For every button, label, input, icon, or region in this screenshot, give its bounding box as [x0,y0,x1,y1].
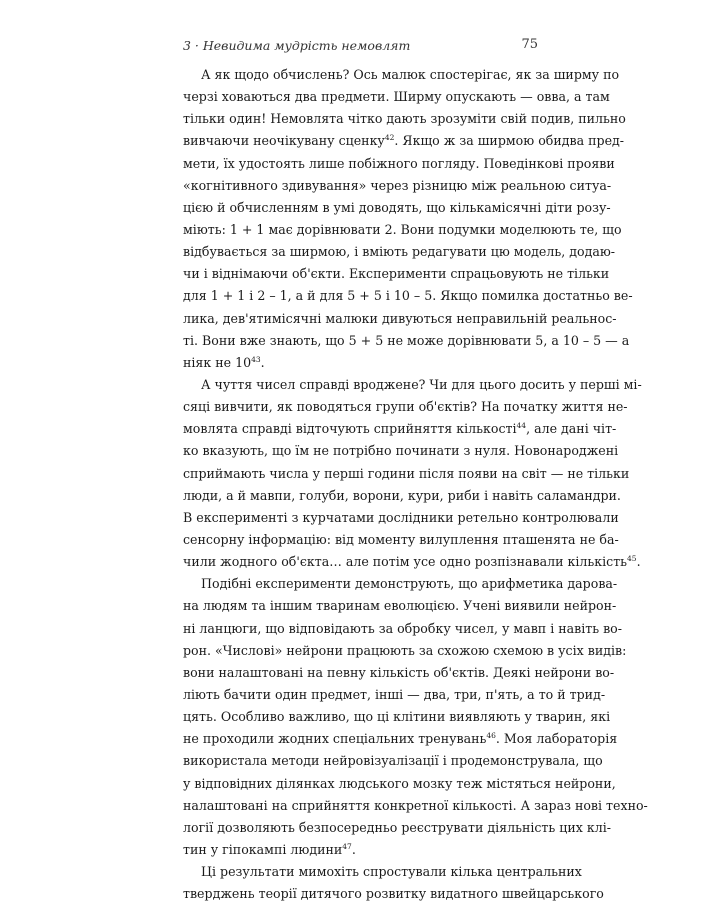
text-segment: сенсорну інформацію: від моменту вилуплення пташенята не ба- [183,531,619,547]
text-segment: . Якщо ж за ширмою обидва пред- [394,133,625,149]
text-segment: . Моя лабораторія [495,731,618,747]
text-line [183,706,611,728]
text-segment: черзі ховаються два предмети. Ширму опускають — овва, а там [183,89,610,105]
text-segment: логії дозволяють безпосередньо реєструвати діяльність цих клі- [183,819,612,835]
text-segment: Ці результати мимохіть спростували кілька центральних [201,864,582,880]
text-segment: мети, їх удостоять лише побіжного погляду. Поведінкові прояви [183,155,615,171]
footnote-ref: 46 [486,731,496,741]
footnote-ref: 47 [342,841,352,851]
text-segment: Подібні експерименти демонструють, що арифметика дарова- [201,576,618,592]
text-line [183,219,622,241]
text-segment: тин у гіпокампі людини [183,841,343,857]
text-line [183,418,617,440]
text-line [183,330,630,352]
text-segment: ліють бачити один предмет, інші — два, три, п'ять, а то й трид- [183,686,606,702]
paragraph [183,64,633,374]
text-line [183,595,617,617]
footnote-ref: 44 [516,421,527,431]
text-line [183,153,615,175]
text-segment: В експерименті з курчатами дослідники ретельно контролювали [183,509,619,525]
text-segment: міють: 1 + 1 має дорівнювати 2. Вони подумки моделюють те, що [183,221,622,237]
text-line [183,861,582,883]
text-line [183,662,615,684]
text-line [183,684,606,706]
text-segment: рон. «Числові» нейрони працюють за схожою схемою в усіх видів: [183,642,627,658]
text-line [183,551,641,573]
text-line [183,618,622,640]
text-line [183,352,539,374]
text-line [183,197,611,219]
text-segment: мовлята справді відточують сприйняття кількості [183,421,517,437]
text-line [183,795,648,817]
paragraph [183,374,642,573]
text-segment: на людям та іншим тваринам еволюцією. Учені виявили нейрон- [183,598,617,614]
body-text [183,64,648,905]
text-line [183,507,619,529]
text-segment: тільки один! Немовлята чітко дають зрозуміти свій подив, пильно [183,111,626,127]
text-line [183,728,618,750]
text-line [183,374,642,396]
text-segment: у відповідних ділянках людського мозку теж містяться нейрони, [183,775,616,791]
text-line [183,263,610,285]
text-segment: . [636,554,641,570]
text-line [183,883,604,905]
paragraph [183,573,648,861]
text-line [183,396,628,418]
text-segment: лика, дев'ятимісячні малюки дивуються неправильній реальнос- [183,310,617,326]
text-segment: не проходили жодних спеціальних тренувань [183,731,487,747]
text-segment: відбувається за ширмою, і вміють редагувати цю модель, додаю- [183,244,616,260]
text-segment: тверджень теорії дитячого розвитку видатного швейцарського [183,886,604,902]
text-line [183,440,619,462]
text-line [183,485,621,507]
text-line [183,108,626,130]
text-line [183,573,618,595]
text-segment: налаштовані на сприйняття конкретної кількості. А зараз нові техно- [183,797,648,813]
text-line [183,64,620,86]
text-line [183,640,627,662]
text-segment: . [351,841,356,857]
text-line [183,241,616,263]
text-line [183,175,612,197]
footnote-ref: 42 [384,133,395,143]
text-segment: , але дані чіт- [526,421,617,437]
text-line [183,86,610,108]
text-line [183,285,633,307]
text-segment: ті. Вони вже знають, що 5 + 5 не може дорівнювати 5, а 10 – 5 — а [183,332,630,348]
page-number: 75 [521,37,538,52]
running-head-title: 3 · Невидима мудрість немовлят [183,38,411,53]
text-segment: для 1 + 1 і 2 – 1, а й для 5 + 5 і 10 – 5. Якщо помилка достатньо ве- [183,288,633,304]
text-segment: чи і віднімаючи об'єкти. Експерименти спрацьовують не тільки [183,266,610,282]
text-line [183,817,612,839]
paragraph [183,861,604,905]
text-segment: ко вказують, що їм не потрібно починати з нуля. Новонароджені [183,443,619,459]
text-line [183,308,617,330]
text-segment: вивчаючи неочікувану сценку [183,133,385,149]
text-line [183,773,616,795]
text-segment: використала методи нейровізуалізації і продемонструвала, що [183,753,603,769]
text-segment: А як щодо обчислень? Ось малюк спостерігає, як за ширму по [201,67,620,82]
text-segment: вони налаштовані на певну кількість об'єктів. Деякі нейрони во- [183,664,615,680]
text-segment: цять. Особливо важливо, що ці клітини виявляють у тварин, які [183,709,611,725]
text-segment: ні ланцюги, що відповідають за обробку чисел, у мавп і навіть во- [183,620,622,636]
text-segment: цією й обчисленням в умі доводять, що кількамісячні діти розу- [183,199,611,215]
text-line [183,529,619,551]
text-line [183,839,539,861]
text-line [183,130,625,152]
footnote-ref: 45 [627,554,637,564]
text-segment: . [260,354,265,370]
text-segment: сприймають числа у перші години після появи на світ — не тільки [183,465,630,481]
footnote-ref: 43 [251,354,261,364]
text-segment: чили жодного об'єкта… але потім усе одно розпізнавали кількість [183,554,628,570]
text-segment: сяці вивчити, як поводяться групи об'єктів? На початку життя не- [183,399,628,415]
text-segment: А чуття чисел справді вроджене? Чи для цього досить у перші мі- [201,376,642,392]
text-segment: люди, а й мавпи, голуби, ворони, кури, риби і навіть саламандри. [183,487,621,503]
text-line [183,750,603,772]
text-segment: ніяк не 10 [183,354,252,370]
text-segment: «когнітивного здивування» через різницю між реальною ситуа- [183,177,612,193]
text-line [183,463,630,485]
